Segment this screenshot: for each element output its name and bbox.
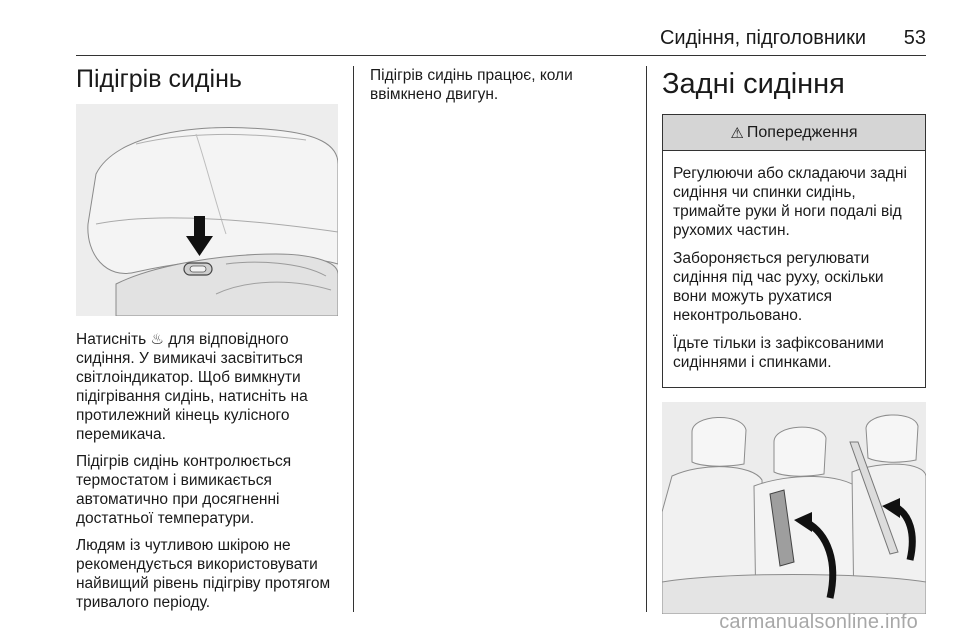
warning-paragraph-1: Регулюючи або складаючи задні сидіння чи спинки сидінь, тримайте руки й ноги подалі від рухомих частин. — [673, 165, 907, 239]
column-1 — [76, 60, 342, 620]
warning-title: Попередження — [746, 123, 858, 141]
column-2 — [370, 60, 636, 112]
seat-heating-paragraph-3: Людям із чутливою шкірою не рекомендується використовувати найвищий рівень підігріву протягом тривалого періоду. — [76, 537, 331, 611]
column-divider-2 — [646, 66, 647, 612]
page-number: 53 — [903, 27, 926, 49]
seat-heater-icon: ♨ — [150, 330, 164, 348]
warning-triangle-icon: ⚠ — [730, 123, 744, 142]
seat-switch-drawing — [76, 104, 338, 316]
warning-header — [663, 115, 925, 151]
watermark: carmanualsonline.info — [719, 611, 918, 633]
seat-heating-illustration — [76, 104, 338, 316]
rear-seats-drawing — [662, 402, 926, 614]
running-title: Сидіння, підголовники — [659, 27, 866, 49]
warning-box — [662, 114, 926, 388]
section-title-seat-heating: Підігрів сидінь — [76, 65, 242, 93]
warning-paragraph-2: Забороняється регулювати сидіння під час руху, оскільки вони можуть рухатися неконтрольовано. — [673, 250, 884, 324]
rear-seats-illustration — [662, 402, 926, 614]
warning-paragraph-3: Їдьте тільки із зафіксованими сидіннями і спинками. — [673, 335, 884, 371]
running-header — [76, 26, 926, 50]
column-3 — [662, 60, 926, 614]
column-divider-1 — [353, 66, 354, 612]
section-title-rear-seats: Задні сидіння — [662, 68, 845, 100]
seat-heating-paragraph-2: Підігрів сидінь контролюється термостатом і вимикається автоматично при досягненні достатньої температури. — [76, 453, 292, 527]
seat-heating-paragraph-4: Підігрів сидінь працює, коли ввімкнено двигун. — [370, 67, 573, 103]
seat-heating-paragraph-1: Натисніть ♨ для відповідного сидіння. У вимикачі засвітиться світлоіндикатор. Щоб вимкнути підігрівання сидінь, натисніть на протилежний кінець кулісного перемикача. — [76, 330, 308, 443]
header-rule — [76, 55, 926, 56]
warning-body — [663, 151, 925, 387]
